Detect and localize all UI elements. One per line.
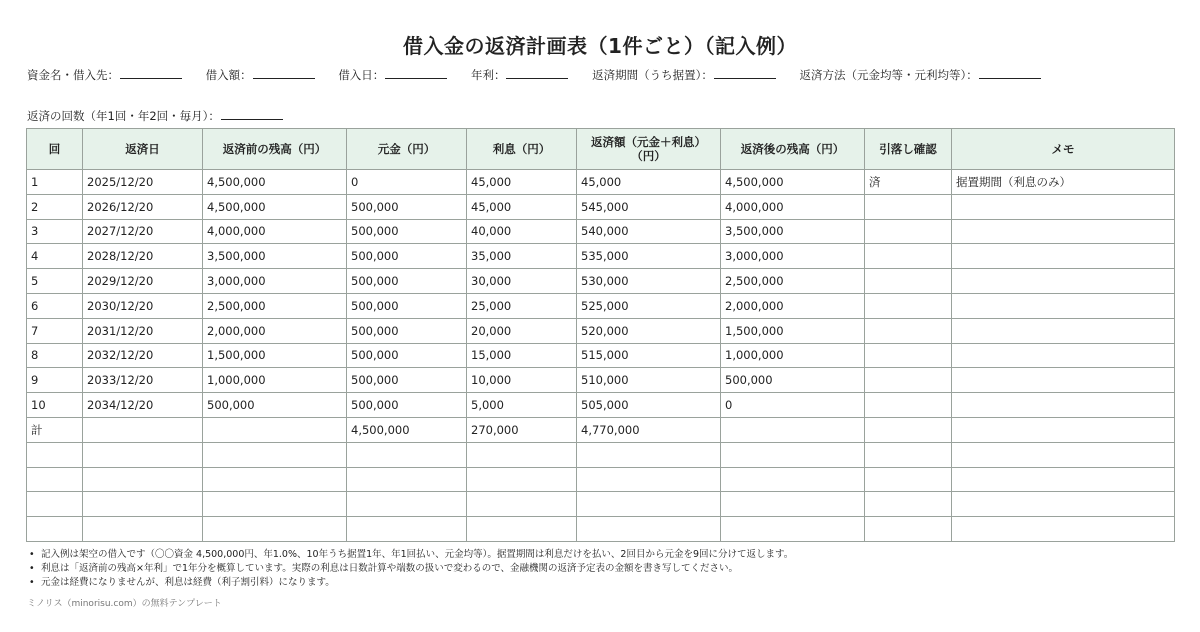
table-cell[interactable]: 2028/12/20 bbox=[83, 244, 203, 269]
field-label: 返済の回数（年1回・年2回・毎月）： bbox=[27, 109, 220, 123]
table-cell[interactable]: 2,000,000 bbox=[203, 318, 347, 343]
table-cell[interactable] bbox=[83, 442, 203, 467]
table-cell[interactable]: 2030/12/20 bbox=[83, 293, 203, 318]
field-label: 借入日： bbox=[338, 68, 385, 82]
table-cell[interactable] bbox=[347, 442, 467, 467]
table-cell[interactable]: 4 bbox=[27, 244, 83, 269]
table-cell[interactable]: 45,000 bbox=[577, 170, 721, 195]
table-cell[interactable]: 10 bbox=[27, 393, 83, 418]
column-header: 元金（円） bbox=[347, 129, 467, 170]
page-title: 借入金の返済計画表（1件ごと）（記入例） bbox=[403, 34, 797, 58]
table-cell[interactable]: 0 bbox=[347, 170, 467, 195]
table-cell[interactable] bbox=[865, 293, 952, 318]
table-cell[interactable]: 4,770,000 bbox=[577, 417, 721, 442]
table-cell[interactable]: 計 bbox=[27, 417, 83, 442]
table-cell[interactable] bbox=[865, 442, 952, 467]
notes-list bbox=[27, 548, 793, 590]
table-cell[interactable]: 4,000,000 bbox=[721, 194, 865, 219]
table-cell[interactable] bbox=[203, 442, 347, 467]
table-cell[interactable]: 1 bbox=[27, 170, 83, 195]
table-cell[interactable] bbox=[865, 244, 952, 269]
table-cell[interactable]: 7 bbox=[27, 318, 83, 343]
column-header: 返済後の残高（円） bbox=[721, 129, 865, 170]
note-item: • 利息は「返済前の残高×年利」で1年分を概算しています。実際の利息は日数計算や端数の扱いで変わるので、金融機関の返済予定表の金額を書き写してください。 bbox=[27, 562, 793, 576]
table-cell[interactable]: 5 bbox=[27, 269, 83, 294]
table-cell[interactable]: 据置期間（利息のみ） bbox=[952, 170, 1175, 195]
table-row bbox=[27, 343, 1175, 368]
blank-line[interactable] bbox=[506, 66, 568, 79]
table-row bbox=[27, 293, 1175, 318]
table-cell[interactable]: 500,000 bbox=[721, 368, 865, 393]
table-cell[interactable] bbox=[865, 194, 952, 219]
table-cell[interactable]: 済 bbox=[865, 170, 952, 195]
field-label: 借入額： bbox=[205, 68, 252, 82]
table-row bbox=[27, 467, 1175, 492]
table-cell[interactable]: 3,500,000 bbox=[721, 219, 865, 244]
table-cell[interactable]: 500,000 bbox=[203, 393, 347, 418]
table-cell[interactable] bbox=[865, 417, 952, 442]
table-cell[interactable]: 2 bbox=[27, 194, 83, 219]
table-cell[interactable]: 530,000 bbox=[577, 269, 721, 294]
table-cell[interactable]: 510,000 bbox=[577, 368, 721, 393]
table-cell[interactable] bbox=[865, 517, 952, 542]
field-frequency bbox=[27, 107, 283, 124]
table-cell[interactable]: 500,000 bbox=[347, 343, 467, 368]
table-cell[interactable]: 45,000 bbox=[467, 170, 577, 195]
table-cell[interactable] bbox=[952, 467, 1175, 492]
table-row bbox=[27, 417, 1175, 442]
table-cell[interactable] bbox=[721, 442, 865, 467]
field-fund-lender bbox=[27, 66, 182, 83]
table-cell[interactable]: 3,000,000 bbox=[721, 244, 865, 269]
table-cell[interactable]: 500,000 bbox=[347, 293, 467, 318]
table-cell[interactable]: 3 bbox=[27, 219, 83, 244]
table-cell[interactable] bbox=[865, 393, 952, 418]
column-header: 回 bbox=[27, 129, 83, 170]
table-row bbox=[27, 244, 1175, 269]
blank-line[interactable] bbox=[120, 66, 182, 79]
table-cell[interactable] bbox=[952, 442, 1175, 467]
table-cell[interactable]: 9 bbox=[27, 368, 83, 393]
table-cell[interactable] bbox=[27, 492, 83, 517]
table-cell[interactable] bbox=[865, 343, 952, 368]
table-cell[interactable]: 20,000 bbox=[467, 318, 577, 343]
table-cell[interactable]: 5,000 bbox=[467, 393, 577, 418]
table-cell[interactable]: 2029/12/20 bbox=[83, 269, 203, 294]
table-cell[interactable] bbox=[83, 467, 203, 492]
table-cell[interactable]: 4,500,000 bbox=[203, 170, 347, 195]
table-cell[interactable]: 40,000 bbox=[467, 219, 577, 244]
table-cell[interactable] bbox=[721, 492, 865, 517]
column-header: 引落し確認 bbox=[865, 129, 952, 170]
field-rate bbox=[471, 66, 569, 83]
table-cell[interactable] bbox=[83, 417, 203, 442]
table-cell[interactable] bbox=[952, 293, 1175, 318]
table-cell[interactable] bbox=[952, 368, 1175, 393]
table-row bbox=[27, 219, 1175, 244]
repayment-table bbox=[26, 128, 1175, 542]
table-cell[interactable]: 270,000 bbox=[467, 417, 577, 442]
table-cell[interactable]: 500,000 bbox=[347, 393, 467, 418]
table-row bbox=[27, 170, 1175, 195]
table-cell[interactable]: 500,000 bbox=[347, 368, 467, 393]
table-row bbox=[27, 318, 1175, 343]
note-item: • 元金は経費になりませんが、利息は経費（利子割引料）になります。 bbox=[27, 576, 793, 590]
field-label: 返済方法（元金均等・元利均等）： bbox=[799, 68, 978, 82]
table-cell[interactable] bbox=[203, 467, 347, 492]
blank-line[interactable] bbox=[979, 66, 1041, 79]
column-header: メモ bbox=[952, 129, 1175, 170]
table-cell[interactable] bbox=[865, 269, 952, 294]
table-cell[interactable]: 3,500,000 bbox=[203, 244, 347, 269]
field-amount bbox=[206, 66, 315, 83]
field-period bbox=[592, 66, 776, 83]
table-cell[interactable]: 4,500,000 bbox=[347, 417, 467, 442]
table-cell[interactable]: 2025/12/20 bbox=[83, 170, 203, 195]
table-cell[interactable] bbox=[952, 269, 1175, 294]
table-cell[interactable]: 3,000,000 bbox=[203, 269, 347, 294]
table-cell[interactable]: 500,000 bbox=[347, 194, 467, 219]
table-cell[interactable]: 500,000 bbox=[347, 318, 467, 343]
table-cell[interactable]: 1,000,000 bbox=[203, 368, 347, 393]
table-cell[interactable]: 2033/12/20 bbox=[83, 368, 203, 393]
table-cell[interactable]: 540,000 bbox=[577, 219, 721, 244]
table-cell[interactable] bbox=[203, 492, 347, 517]
table-cell[interactable]: 1,500,000 bbox=[203, 343, 347, 368]
table-cell[interactable] bbox=[203, 417, 347, 442]
table-cell[interactable]: 500,000 bbox=[347, 219, 467, 244]
table-row bbox=[27, 269, 1175, 294]
table-cell[interactable] bbox=[577, 442, 721, 467]
table-cell[interactable]: 4,000,000 bbox=[203, 219, 347, 244]
table-cell[interactable]: 2,000,000 bbox=[721, 293, 865, 318]
field-date bbox=[338, 66, 447, 83]
table-cell[interactable] bbox=[467, 492, 577, 517]
table-cell[interactable] bbox=[203, 517, 347, 542]
table-cell[interactable] bbox=[347, 467, 467, 492]
table-cell[interactable] bbox=[952, 417, 1175, 442]
table-cell[interactable]: 2027/12/20 bbox=[83, 219, 203, 244]
header-row bbox=[27, 129, 1175, 170]
table-cell[interactable] bbox=[347, 492, 467, 517]
field-label: 返済期間（うち据置）： bbox=[592, 68, 713, 82]
table-cell[interactable] bbox=[83, 492, 203, 517]
table-cell[interactable]: 45,000 bbox=[467, 194, 577, 219]
table-cell[interactable] bbox=[577, 492, 721, 517]
table-cell[interactable] bbox=[83, 517, 203, 542]
table-cell[interactable]: 0 bbox=[721, 393, 865, 418]
table-cell[interactable]: 535,000 bbox=[577, 244, 721, 269]
column-header: 返済前の残高（円） bbox=[203, 129, 347, 170]
table-cell[interactable]: 4,500,000 bbox=[721, 170, 865, 195]
table-cell[interactable] bbox=[467, 517, 577, 542]
table-cell[interactable]: 2,500,000 bbox=[721, 269, 865, 294]
header-fields bbox=[27, 66, 1180, 83]
table-cell[interactable]: 25,000 bbox=[467, 293, 577, 318]
table-row bbox=[27, 368, 1175, 393]
table-row bbox=[27, 194, 1175, 219]
footer-credit: ミノリス（minorisu.com）の無料テンプレート bbox=[27, 599, 222, 609]
table-cell[interactable]: 520,000 bbox=[577, 318, 721, 343]
table-cell[interactable]: 525,000 bbox=[577, 293, 721, 318]
field-method bbox=[800, 66, 1041, 83]
blank-line[interactable] bbox=[714, 66, 776, 79]
table-cell[interactable]: 1,000,000 bbox=[721, 343, 865, 368]
field-label: 資金名・借入先： bbox=[27, 68, 119, 82]
table-cell[interactable] bbox=[27, 442, 83, 467]
table-cell[interactable]: 35,000 bbox=[467, 244, 577, 269]
table-row bbox=[27, 393, 1175, 418]
table-cell[interactable]: 2031/12/20 bbox=[83, 318, 203, 343]
table-cell[interactable] bbox=[865, 492, 952, 517]
note-item: • 記入例は架空の借入です（〇〇資金 4,500,000円、年1.0%、10年うち据置1年、年1回払い、元金均等）。据置期間は利息だけを払い、2回目から元金を9回に分けて返します。 bbox=[27, 548, 793, 562]
table-cell[interactable]: 500,000 bbox=[347, 244, 467, 269]
table-cell[interactable] bbox=[865, 318, 952, 343]
table-cell[interactable] bbox=[577, 517, 721, 542]
table-cell[interactable] bbox=[952, 244, 1175, 269]
blank-line[interactable] bbox=[253, 66, 315, 79]
table-cell[interactable]: 500,000 bbox=[347, 269, 467, 294]
table-cell[interactable] bbox=[952, 393, 1175, 418]
table-cell[interactable]: 2,500,000 bbox=[203, 293, 347, 318]
table-cell[interactable] bbox=[865, 219, 952, 244]
table-cell[interactable]: 1,500,000 bbox=[721, 318, 865, 343]
table-cell[interactable] bbox=[27, 467, 83, 492]
table-cell[interactable]: 8 bbox=[27, 343, 83, 368]
table-cell[interactable] bbox=[467, 442, 577, 467]
table-cell[interactable]: 10,000 bbox=[467, 368, 577, 393]
table-cell[interactable]: 545,000 bbox=[577, 194, 721, 219]
column-header: 利息（円） bbox=[467, 129, 577, 170]
table-cell[interactable]: 505,000 bbox=[577, 393, 721, 418]
table-cell[interactable] bbox=[952, 219, 1175, 244]
table-row bbox=[27, 517, 1175, 542]
table-cell[interactable] bbox=[952, 492, 1175, 517]
table-cell[interactable]: 2026/12/20 bbox=[83, 194, 203, 219]
table-cell[interactable] bbox=[577, 467, 721, 492]
table-cell[interactable] bbox=[27, 517, 83, 542]
table-cell[interactable]: 2032/12/20 bbox=[83, 343, 203, 368]
field-label: 年利： bbox=[470, 68, 506, 82]
column-header: 返済日 bbox=[83, 129, 203, 170]
table-cell[interactable] bbox=[952, 318, 1175, 343]
table-cell[interactable] bbox=[952, 517, 1175, 542]
table-cell[interactable] bbox=[952, 194, 1175, 219]
table-cell[interactable]: 30,000 bbox=[467, 269, 577, 294]
table-cell[interactable] bbox=[865, 467, 952, 492]
table-cell[interactable] bbox=[721, 467, 865, 492]
table-cell[interactable] bbox=[347, 517, 467, 542]
blank-line[interactable] bbox=[385, 66, 447, 79]
table-cell[interactable]: 515,000 bbox=[577, 343, 721, 368]
table-cell[interactable] bbox=[952, 343, 1175, 368]
table-cell[interactable] bbox=[865, 368, 952, 393]
table-body bbox=[27, 170, 1175, 542]
table-cell[interactable]: 6 bbox=[27, 293, 83, 318]
table-cell[interactable]: 4,500,000 bbox=[203, 194, 347, 219]
blank-line[interactable] bbox=[221, 107, 283, 120]
table-cell[interactable] bbox=[467, 467, 577, 492]
table-cell[interactable]: 2034/12/20 bbox=[83, 393, 203, 418]
table-row bbox=[27, 492, 1175, 517]
column-header: 返済額（元金＋利息） （円） bbox=[577, 129, 721, 170]
table-cell[interactable]: 15,000 bbox=[467, 343, 577, 368]
table-cell[interactable] bbox=[721, 517, 865, 542]
table-row bbox=[27, 442, 1175, 467]
table-cell[interactable] bbox=[721, 417, 865, 442]
